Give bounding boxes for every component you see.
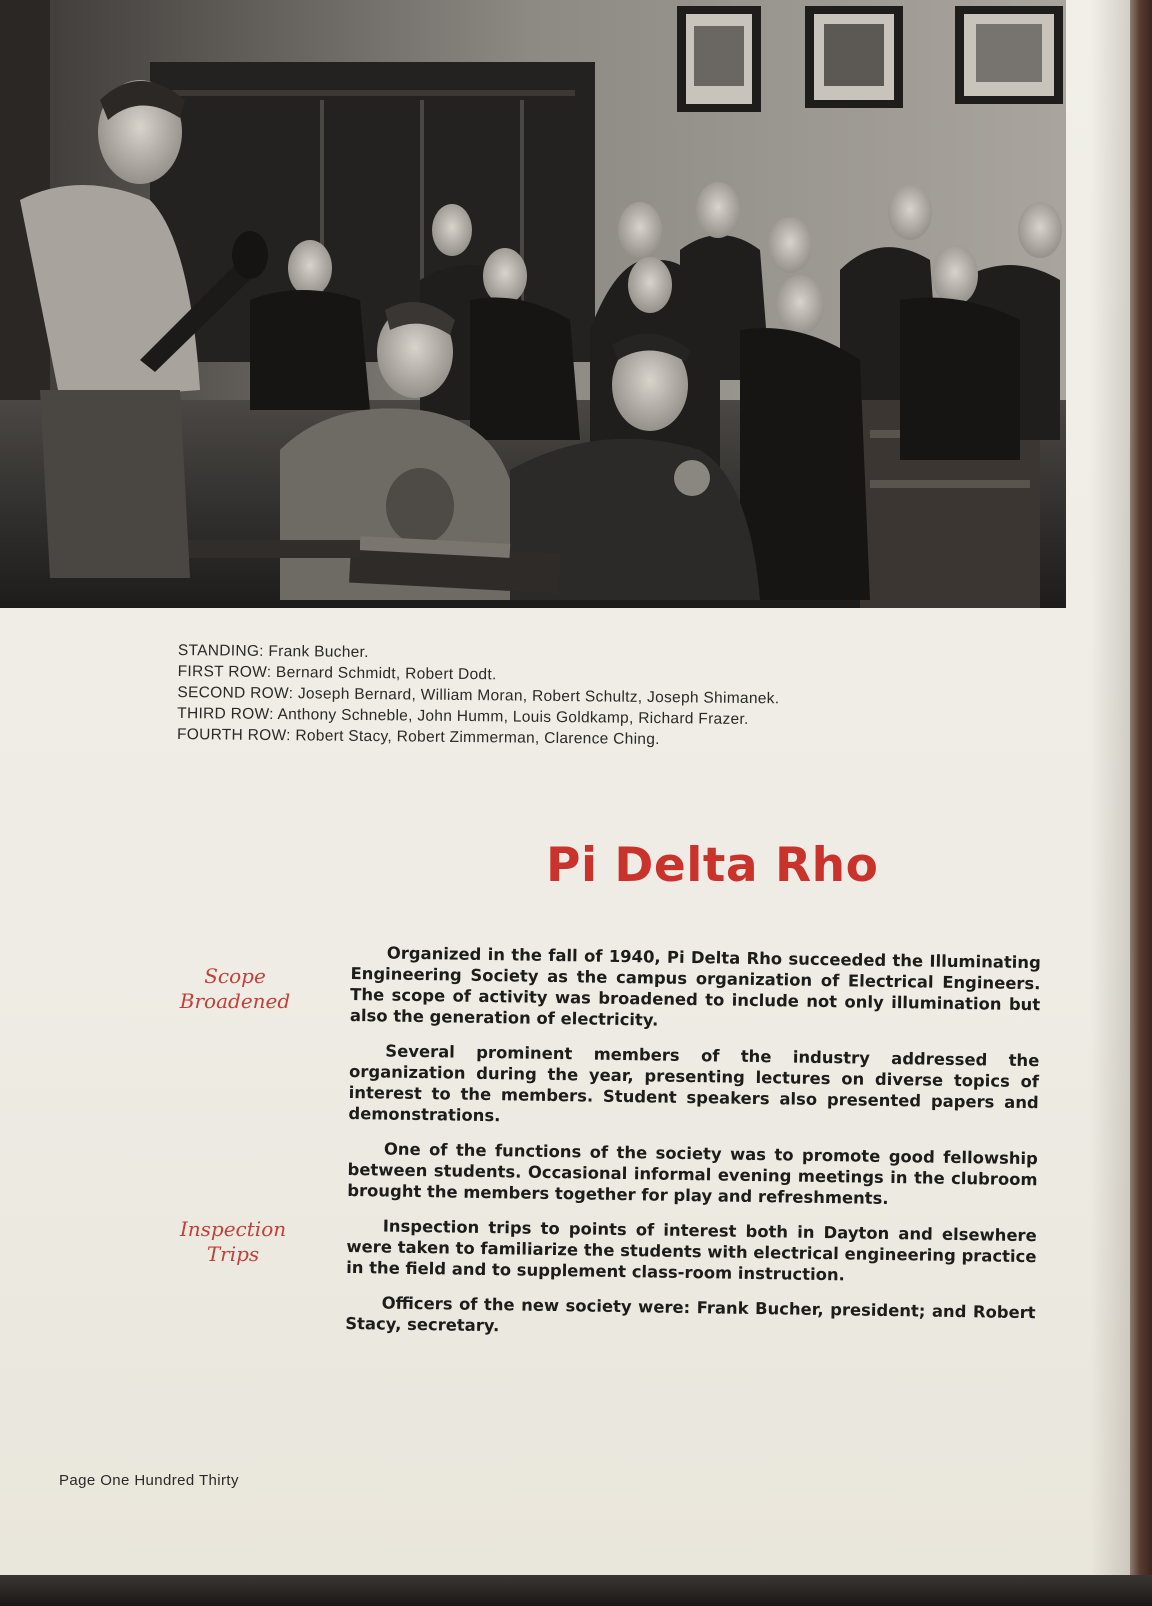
caption-line-standing: STANDING: Frank Bucher. (177, 641, 369, 661)
photo-caption (177, 640, 898, 753)
caption-line-third-row: THIRD ROW: Anthony Schneble, John Humm, Louis Goldkamp, Richard Frazer. (177, 704, 749, 728)
side-heading-line: Scope (204, 964, 266, 988)
side-heading-line: Broadened (179, 989, 291, 1013)
paragraph: Inspection trips to points of interest both in Dayton and elsewhere were taken to familiarize the students with electrical engineering practice in the field and to supplement class-room instruction. (346, 1216, 1037, 1285)
classroom-photo (0, 0, 1066, 608)
paragraph: Organized in the fall of 1940, Pi Delta Rho succeeded the Illuminating Engineering Society as the campus organization of Electrical Engineers. The scope of activity was broadened to include not only illumination but also the generation of electricity. (349, 943, 1041, 1030)
book-bottom-edge (0, 1575, 1152, 1606)
paragraph: Officers of the new society were: Frank Bucher, president; and Robert Stacy, secretary. (345, 1293, 1036, 1336)
paragraph: Several prominent members of the industry addressed the organization during the year, presenting lectures on diverse topics of interest to the members. Student speakers also presented papers and demonstrations. (348, 1041, 1040, 1126)
side-heading-line: Inspection (179, 1217, 287, 1241)
page-gutter-shadow (1090, 0, 1130, 1575)
framed-picture (955, 6, 1063, 104)
framed-picture (677, 6, 761, 112)
book-binding-edge (1130, 0, 1152, 1606)
caption-line-fourth-row: FOURTH ROW: Robert Stacy, Robert Zimmerman, Clarence Ching. (176, 725, 660, 749)
side-heading-inspection-trips (148, 1217, 318, 1267)
side-heading-line: Trips (206, 1242, 260, 1266)
caption-line-first-row: FIRST ROW: Bernard Schmidt, Robert Dodt. (177, 662, 497, 684)
paragraph: One of the functions of the society was to promote good fellowship between students. Occasional informal evening meetings in the clubroom brought the members together for play and refreshments. (347, 1139, 1039, 1209)
side-heading-scope-broadened (150, 964, 320, 1014)
framed-picture (805, 6, 903, 108)
page-title: Pi Delta Rho (546, 838, 879, 893)
caption-line-second-row: SECOND ROW: Joseph Bernard, William Moran, Robert Schultz, Joseph Shimanek. (177, 683, 780, 708)
page-number: Page One Hundred Thirty (59, 1472, 239, 1489)
article-body (345, 942, 1041, 1358)
